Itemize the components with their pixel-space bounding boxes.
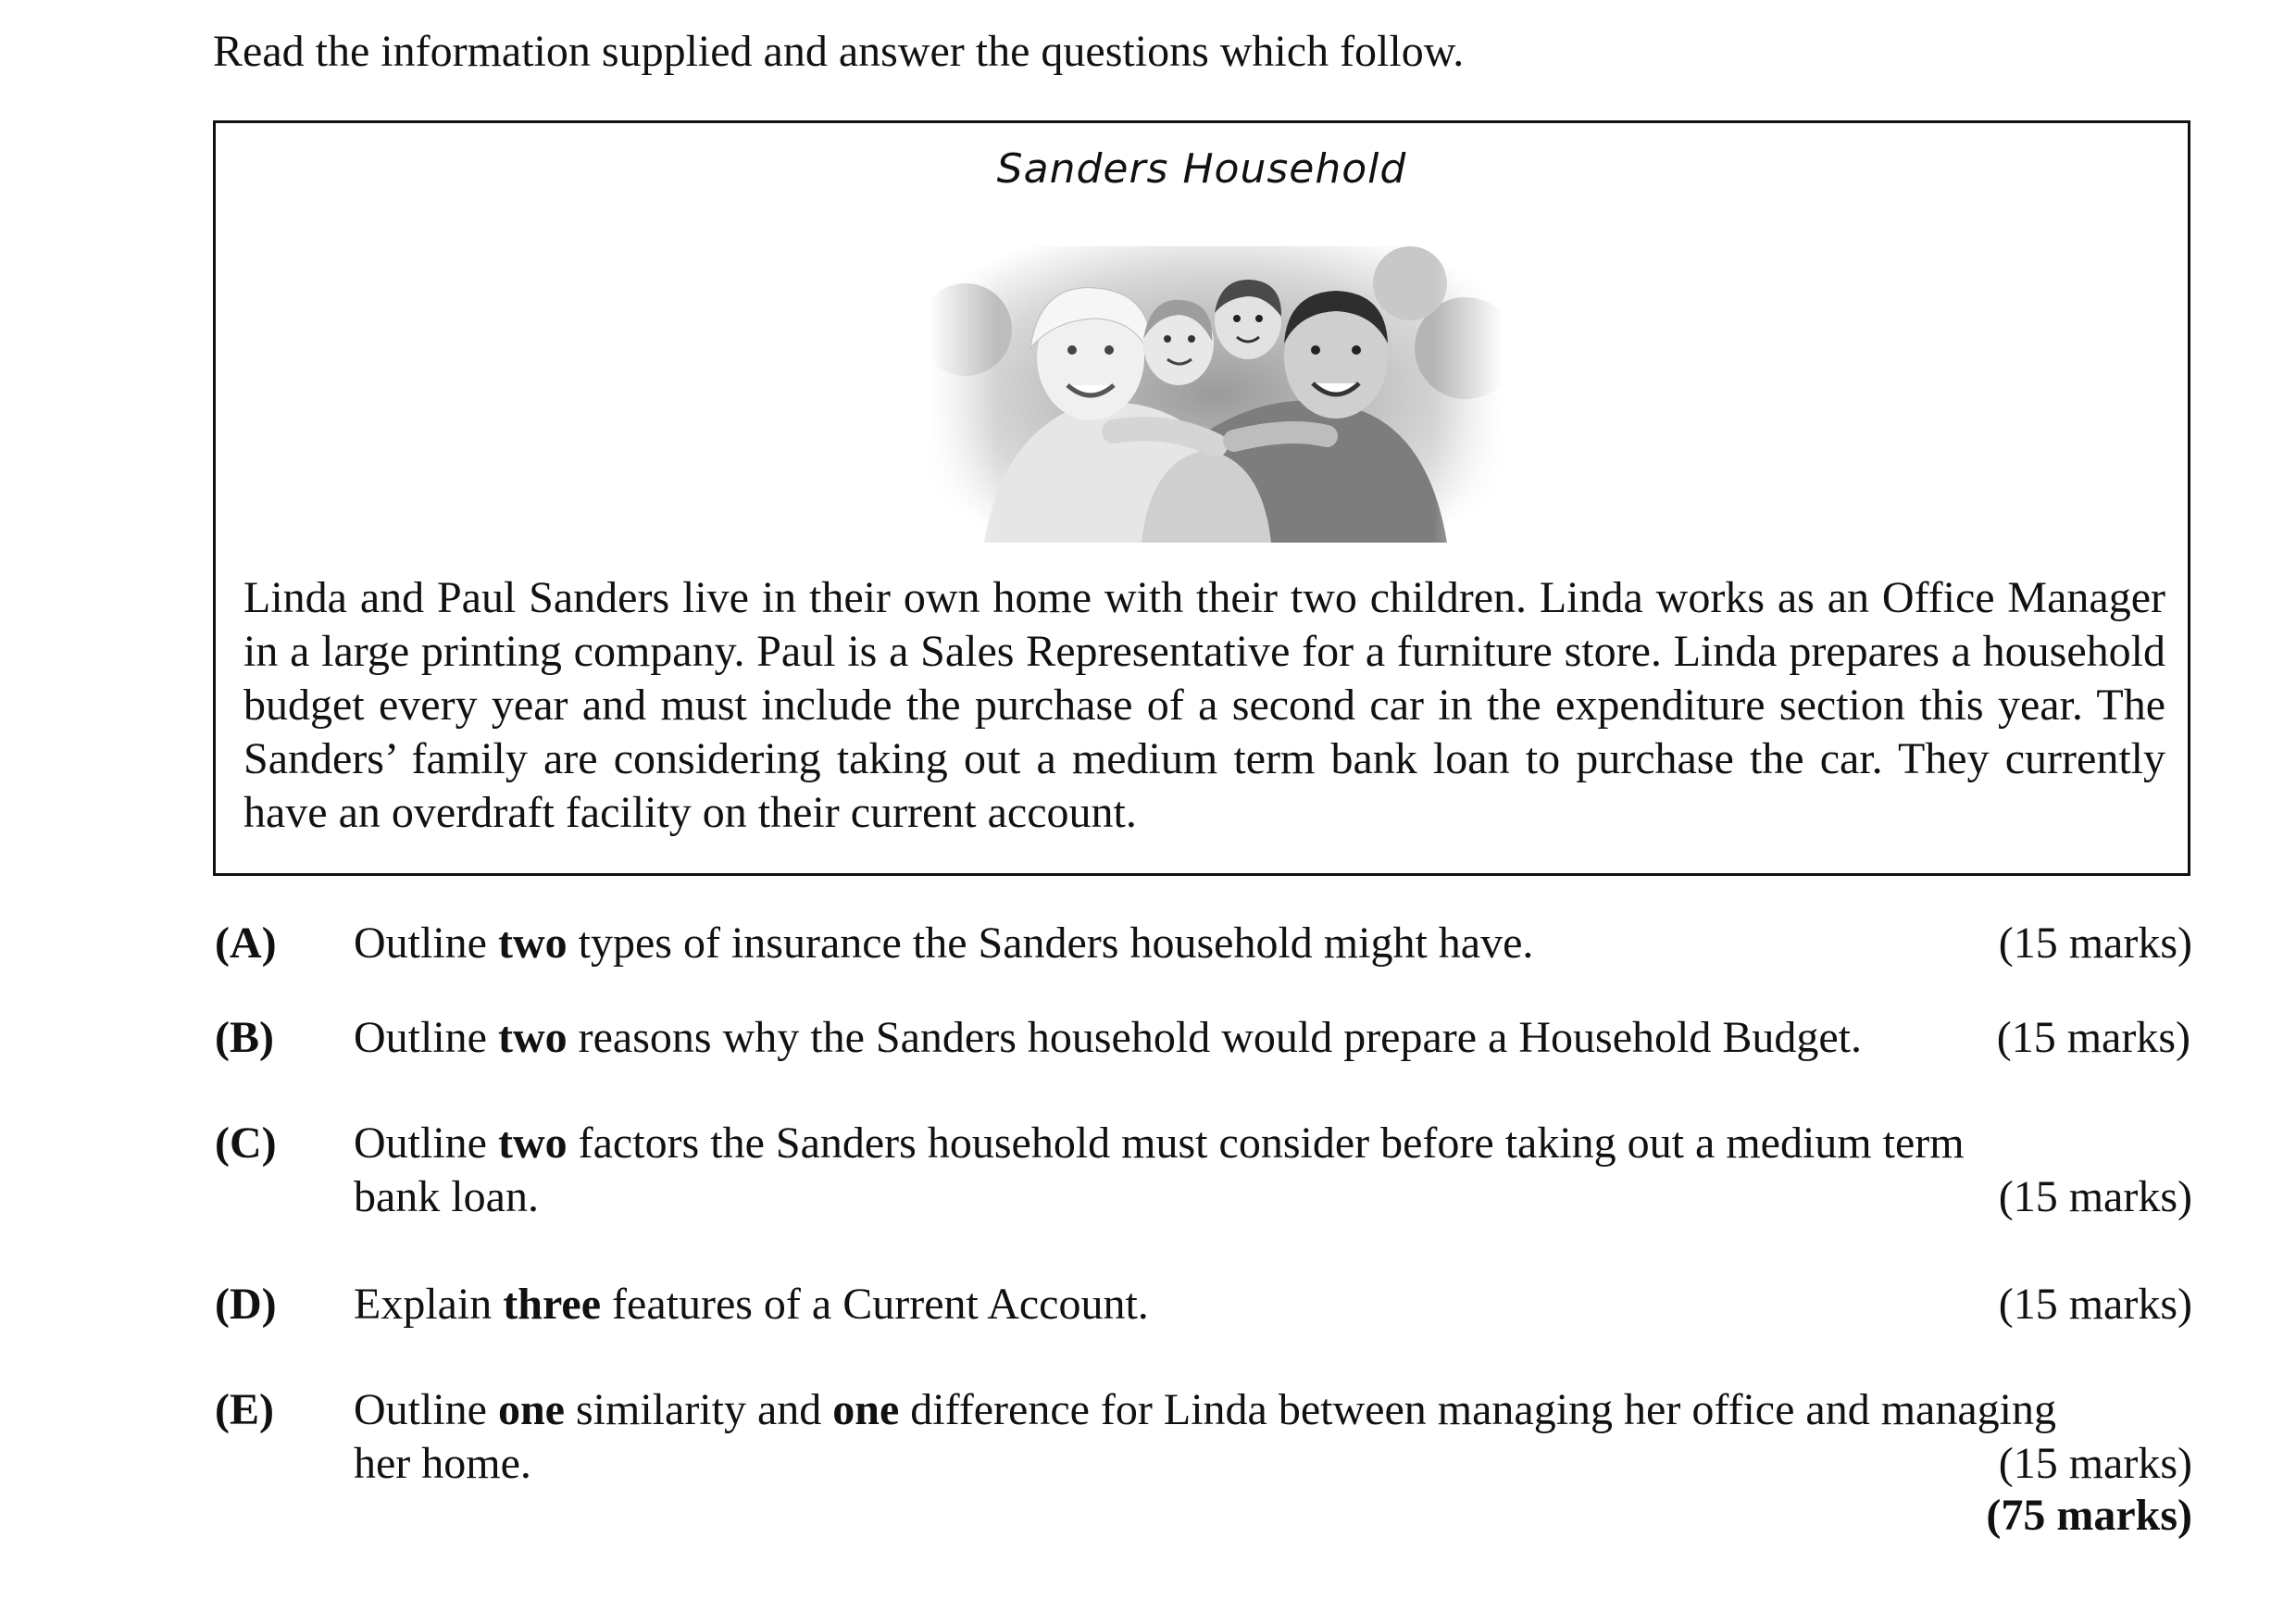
question-text: Outline two types of insurance the Sanders household might have. xyxy=(354,919,1534,968)
question-marks: (15 marks) xyxy=(1998,1280,2192,1329)
case-study-box xyxy=(213,120,2190,876)
question-letter: (E) xyxy=(215,1385,274,1434)
question-text: Explain three features of a Current Account. xyxy=(354,1280,1149,1329)
case-study-title: Sanders Household xyxy=(996,145,1407,193)
question-letter: (C) xyxy=(215,1119,277,1168)
question-marks: (15 marks) xyxy=(1996,1013,2190,1062)
instructions-text: Read the information supplied and answer the questions which follow. xyxy=(213,27,1465,76)
total-marks: (75 marks) xyxy=(1986,1491,2192,1540)
question-marks: (15 marks) xyxy=(1998,1439,2192,1488)
question-letter: (D) xyxy=(215,1280,277,1329)
question-marks: (15 marks) xyxy=(1998,919,2192,968)
question-text: Outline two factors the Sanders household must consider before taking out a medium term bank loan. xyxy=(354,1119,1965,1221)
question-letter: (A) xyxy=(215,919,277,968)
question-marks: (15 marks) xyxy=(1998,1172,2192,1221)
question-text: Outline one similarity and one difference for Linda between managing her office and managing her home. xyxy=(354,1385,2056,1488)
question-letter: (B) xyxy=(215,1013,274,1062)
case-study-paragraph: Linda and Paul Sanders live in their own home with their two children. Linda works as an Office Manager in a large printing company. Paul is a Sales Representative for a furniture store. Linda prepares a household budget every year and must include the purchase of a second car in the expenditure section this year. The Sanders’ family are considering taking out a medium term bank loan to purchase the car. They currently have an overdraft facility on their current account. xyxy=(243,573,2165,837)
family-photo xyxy=(929,246,1503,543)
question-text: Outline two reasons why the Sanders household would prepare a Household Budget. xyxy=(354,1013,1863,1062)
